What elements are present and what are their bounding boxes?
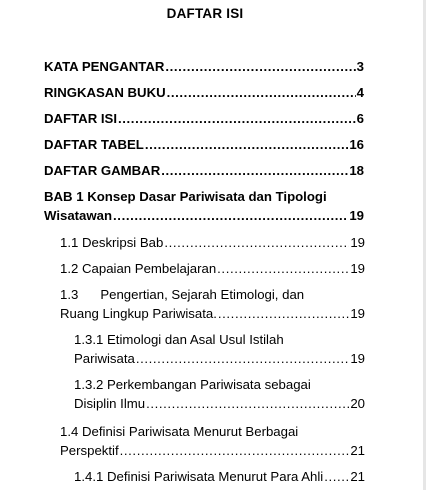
toc-entry-text: 1.4.1 Definisi Pariwisata Menurut Para Ahli xyxy=(74,469,324,484)
toc-entry-chapter xyxy=(44,187,364,225)
toc-entry xyxy=(60,285,365,323)
toc-entry xyxy=(44,57,364,76)
toc-page-number: 6 xyxy=(356,111,364,126)
toc-entry-text: KATA PENGANTAR xyxy=(44,59,165,74)
toc-entry-text-line1: 1.3.1 Etimologi dan Asal Usul Istilah xyxy=(74,332,284,347)
toc-leader-dots xyxy=(161,161,348,180)
toc-page-number: 19 xyxy=(350,235,365,250)
toc-entry-text-line2: Perspektif xyxy=(60,443,119,458)
toc-entry-text-line2: Wisatawan xyxy=(44,208,113,223)
toc-page-number: 20 xyxy=(350,396,365,411)
toc-page-number: 3 xyxy=(356,59,364,74)
toc-entry-text: DAFTAR GAMBAR xyxy=(44,163,161,178)
toc-entry-text: DAFTAR TABEL xyxy=(44,137,144,152)
toc-leader-dots xyxy=(136,349,349,368)
toc-leader-dots xyxy=(120,441,350,460)
toc-entry xyxy=(74,467,365,486)
toc-entry xyxy=(44,109,364,128)
toc-page-number: 18 xyxy=(349,163,364,178)
toc-entry-text-line1: BAB 1 Konsep Dasar Pariwisata dan Tipologi xyxy=(44,189,327,204)
toc-entry xyxy=(44,161,364,180)
toc-entry-text-line2: Pariwisata xyxy=(74,351,135,366)
toc-leader-dots xyxy=(165,57,355,76)
toc-entry-text: RINGKASAN BUKU xyxy=(44,85,166,100)
toc-page-number: 16 xyxy=(349,137,364,152)
toc-entry-text-line2: Ruang Lingkup Pariwisata. xyxy=(60,306,217,321)
toc-leader-dots xyxy=(118,109,356,128)
toc-page-number: 19 xyxy=(350,351,365,366)
toc-entry xyxy=(44,83,364,102)
toc-entry xyxy=(60,422,365,460)
toc-leader-dots xyxy=(167,83,356,102)
toc-page-number: 19 xyxy=(350,261,365,276)
toc-entry-text: 1.2 Capaian Pembelajaran xyxy=(60,261,217,276)
toc-entry-text: 1.1 Deskripsi Bab xyxy=(60,235,164,250)
toc-leader-dots xyxy=(113,206,348,225)
toc-page-number: 4 xyxy=(356,85,364,100)
toc-entry xyxy=(74,330,365,368)
toc-leader-dots xyxy=(145,135,348,154)
toc-page-number: 21 xyxy=(350,469,365,484)
toc-entry xyxy=(44,135,364,154)
toc-leader-dots xyxy=(218,304,349,323)
toc-leader-dots xyxy=(324,467,349,486)
toc-entry-text-line1: 1.4 Definisi Pariwisata Menurut Berbagai xyxy=(60,424,299,439)
toc-entry-text-line1: 1.3 Pengertian, Sejarah Etimologi, dan xyxy=(60,287,305,302)
toc-page-number: 19 xyxy=(349,208,364,223)
toc-page-number: 19 xyxy=(350,306,365,321)
toc-entry-text-line2: Disiplin Ilmu xyxy=(74,396,146,411)
toc-entry xyxy=(74,375,365,413)
toc-entry xyxy=(60,259,365,278)
toc-leader-dots xyxy=(217,259,349,278)
toc-entry xyxy=(60,233,365,252)
toc-title: DAFTAR ISI xyxy=(166,6,244,21)
toc-entry-text-line1: 1.3.2 Perkembangan Pariwisata sebagai xyxy=(74,377,311,392)
toc-leader-dots xyxy=(146,394,349,413)
toc-entry-text: DAFTAR ISI xyxy=(44,111,118,126)
toc-leader-dots xyxy=(164,233,349,252)
toc-page-number: 21 xyxy=(350,443,365,458)
